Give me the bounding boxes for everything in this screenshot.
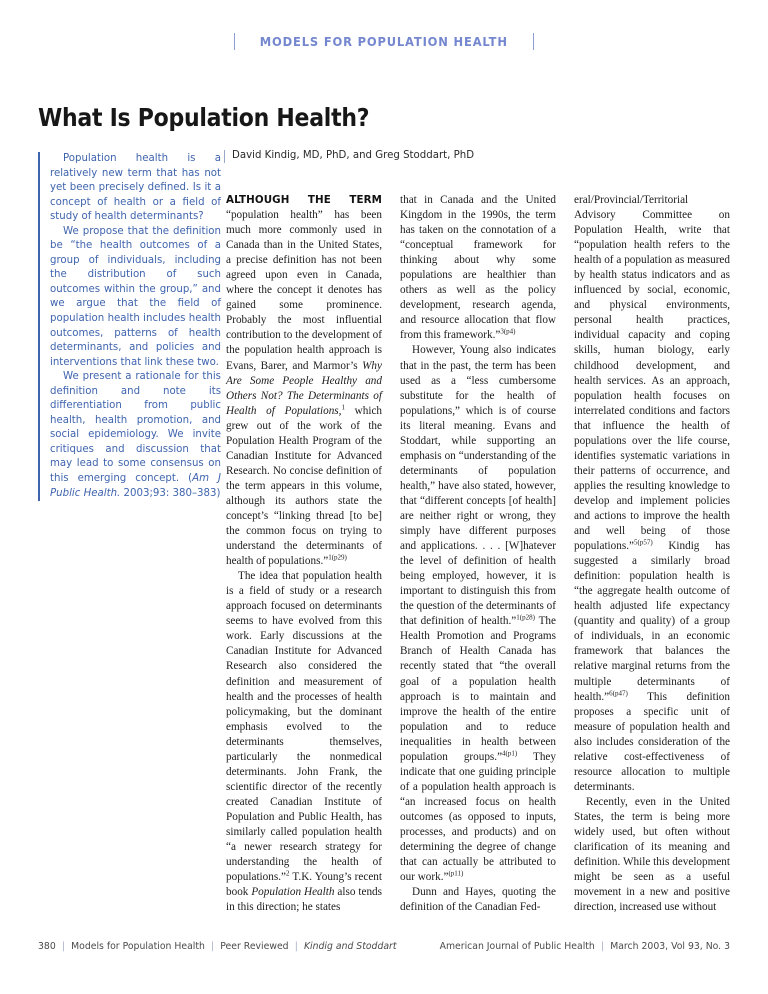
col2-p2-citation-3: (p11) [448,869,464,878]
col3-paragraph-1 [574,193,730,795]
col2-paragraph-3: Dunn and Hayes, quoting the definition of the Canadian Fed- [400,886,556,914]
col1-paragraph-2 [226,569,382,915]
body-column-3 [574,193,730,915]
col1-p2-text-b: T.K. Young’s recent book [226,871,382,899]
col3-p1-text-a: eral/Provincial/Territorial Advisory Committee on Population Health, write that “population health refers to the health of a population as measured by health status indicators and as influenced by social, economic, and physical environments, personal health practices, individual capacity and coping skills, human biology, early childhood development, and health services. As an approach, population health focuses on interrelated conditions and factors that influence the health of populations over the life course, identifies systematic variations in their patterns of occurrence, and applies the resulting knowledge to develop and implement policies and actions to improve the health and well being of those populations.” [574,194,730,553]
page-title: What Is Population Health? [38,103,370,132]
col2-p2-text-b: The Health Promotion and Programs Branch of Health Canada has recently stated that “the overall goal of a population health approach is to maintain and improve the health of the entire population and to reduce inequalities in health between population groups.” [400,615,556,763]
running-head-left-rule [234,33,235,50]
byline-rule [224,150,225,163]
footer-separator-1: | [61,941,66,952]
abstract-paragraph-2: We propose that the definition be “the health outcomes of a group of individuals, including the distribution of such outcomes within the group,” and we argue that the field of population health includes health outcomes, patterns of health determinants, and policies and interventions that link these two. [50,225,221,368]
col1-p2-text-a: The idea that population health is a field of study or a research approach focused on determinants seems to have evolved from this work. Early discussions at the Canadian Institute for Advanced Research also considered the definition and measurement of health and the processes of health policymaking, but the dominant emphasis evolved to the determinants themselves, particularly the nonmedical determinants. John Frank, the scientific director of the recently created Canadian Institute of Population and Public Health, has similarly called population health “a newer research strategy for understanding the health of populations.” [226,570,382,884]
body-column-2 [400,193,556,915]
byline [224,149,482,163]
running-head [0,33,768,50]
running-head-label: MODELS FOR POPULATION HEALTH [259,34,509,49]
col3-p1-citation-2: 6(p47) [609,688,628,697]
col1-p1-book-title: Why Are Some People Healthy and Others Not? The Determinants of Health of Populations, [226,359,382,417]
col2-p1-citation: 3(p4) [500,327,516,336]
byline-authors: David Kindig, MD, PhD, and Greg Stoddart, PhD [232,149,475,161]
footer-page-number: 380 [38,941,56,952]
col1-paragraph-1 [226,193,382,569]
col3-p1-citation-1: 5(p57) [633,538,653,547]
abstract-citation-journal: Am J Public Health. [50,473,221,499]
footer-section: Models for Population Health [71,941,205,952]
footer-separator-3: | [294,941,298,952]
col1-p1-citation-2: 1(p29) [328,553,347,562]
abstract-citation-issue: 2003;93: 380–383) [123,487,221,499]
footer-journal: American Journal of Public Health [439,941,595,952]
footer-right [440,941,730,952]
abstract-paragraph-3-text: We present a rationale for this definition and note its differentiation from public health, health promotion, and social epidemiology. We invite critiques and discussion that may lead to some consensus on this emerging concept. [50,371,221,485]
footer-issue: March 2003, Vol 93, No. 3 [610,941,730,952]
col3-p1-text-c: This definition proposes a specific unit of measure of population health and also includes consideration of the relative cost-effectiveness of resource allocation to multiple determinants. [574,690,730,793]
col2-paragraph-2 [400,343,556,885]
abstract-paragraph-1: Population health is a relatively new term that has not yet been precisely defined. Is it a concept of health or a field of study of health determinants? [50,153,221,223]
body-columns [226,193,730,915]
col2-p2-text-a: However, Young also indicates that in the past, the term has been used as a “less cumbersome substitute for the health of populations,” which is of course its literal meaning. Evans and Stoddart, while supporting an emphasis on “understanding of the determinants of population health,” have also stated, however, that “different concepts [of health] are neither right or wrong, they simply have different purposes and applications. . . . [W]hatever the level of definition of health being employed, however, it is important to distinguish this from the question of the determinants of that definition of health.” [400,344,556,628]
col2-p2-citation-1: 1(p28) [516,613,535,622]
footer-review-status: Peer Reviewed [220,941,289,952]
abstract [38,152,221,501]
col2-p1-text-a: that in Canada and the United Kingdom in the 1990s, the term has taken on the connotation of a “conceptual framework for thinking about why some populations are healthier than others as well as the policy development, research agenda, and resource allocation that flow from this framework.” [400,194,556,342]
col2-p2-text-c: They indicate that one guiding principle of a population health approach is “an increased focus on health outcomes (as opposed to inputs, processes, and products) and on determining the degree of change that can actually be attributed to our work.” [400,750,556,884]
col1-p1-citation-1: 1 [341,402,345,411]
col1-lead-in: ALTHOUGH THE TERM [226,194,382,206]
abstract-paragraph-3: We present a rationale for this definition and note its differentiation from public health, health promotion, and social epidemiology. We invite critiques and discussion that may lead to some consensus on this emerging concept. (Am J Public Health. 2003;93: 380–383) [50,371,221,499]
col1-p1-text-b: which grew out of the work of the Population Health Program of the Canadian Institute for Advanced Research. No concise definition of the term appears in this volume, although its authors state the concept’s “linking thread [to be] the common focus on trying to understand the determinants of health of populations.” [226,404,383,568]
footer-left [38,941,397,952]
col3-p1-text-b: Kindig has suggested a similarly broad definition: population health is “the aggregate health outcome of health adjusted life expectancy (quantity and quality) of a group of individuals, in an economic framework that balances the relative marginal returns from the multiple determinants of health.” [574,540,730,703]
footer-separator-4: | [600,941,605,952]
col1-p2-citation-1: 2 [285,869,290,878]
footer-authors: Kindig and Stoddart [303,941,397,952]
footer-separator-2: | [210,941,215,952]
col2-paragraph-1 [400,193,556,343]
col1-p2-text-c: also tends in this direction; he states [226,886,382,914]
body-column-1 [226,193,382,915]
running-head-right-rule [533,33,534,50]
col2-p2-citation-2: 4(p1) [502,749,518,757]
col1-p1-text-a: “population health” has been much more commonly used in Canada than in the United States, a precise definition has not been agreed upon even in Canada, where the concept it denotes has gained some prominence. Probably the most influential contribution to the development of the population health approach is Evans, Barer, and Marmor’s [226,209,382,372]
col1-p2-book-title: Population Health [251,886,335,899]
col3-paragraph-2: Recently, even in the United States, the term is being more widely used, but often without clarification of its meaning and definition. While this development might be seen as a useful movement in a new and positive direction, increased use without [574,795,730,914]
page-footer [38,941,730,952]
